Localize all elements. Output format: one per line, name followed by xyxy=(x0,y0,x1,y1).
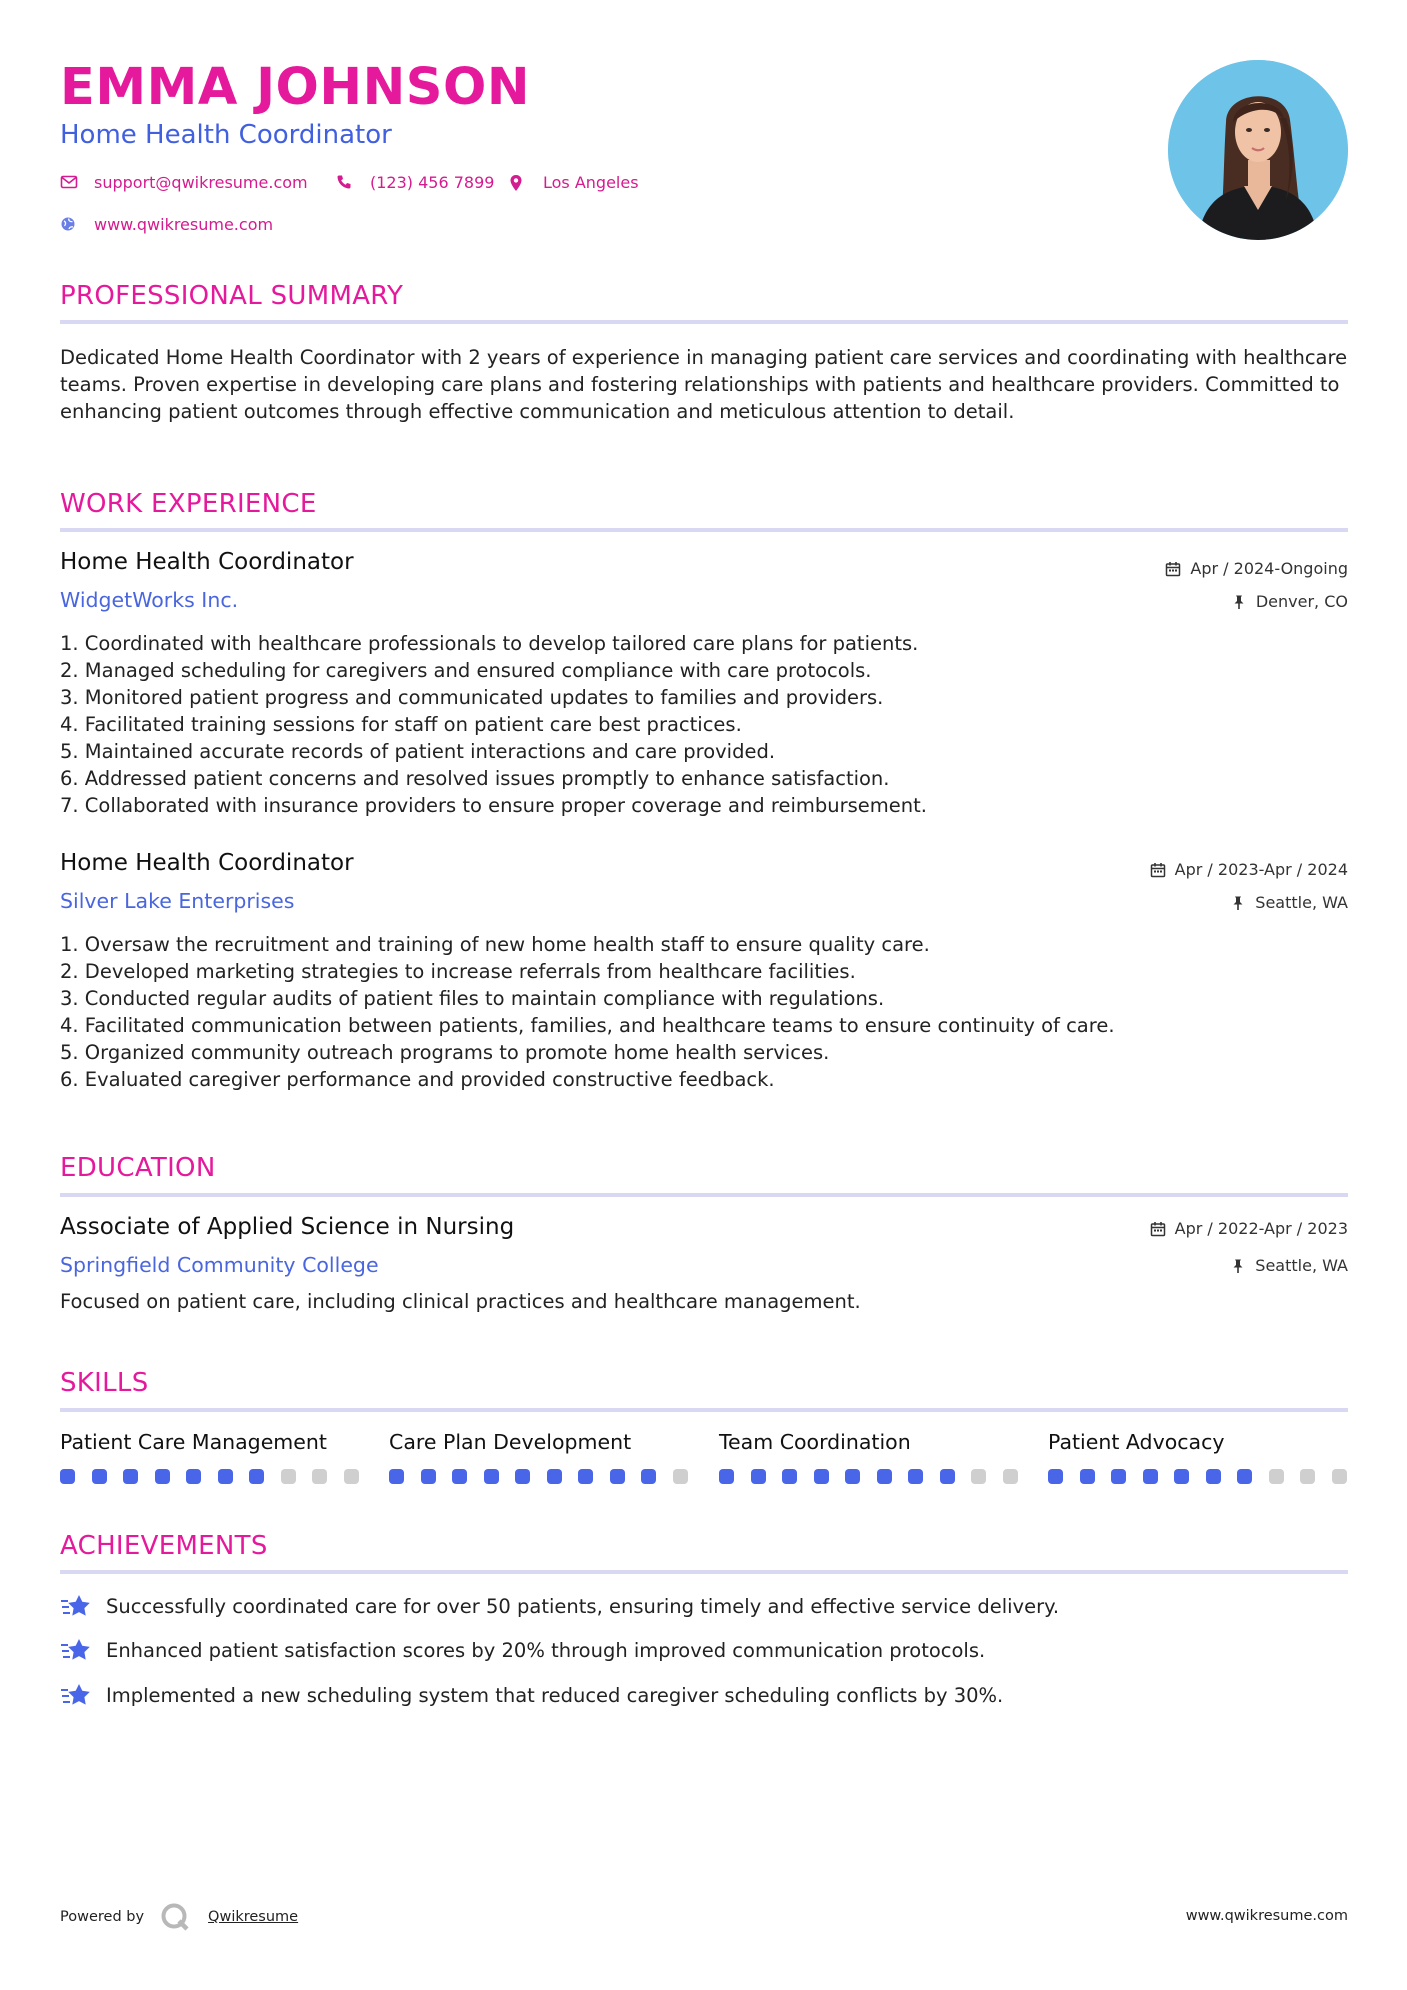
education-location-text: Seattle, WA xyxy=(1255,1256,1348,1275)
skill-dot-filled xyxy=(782,1469,797,1484)
skill-dot-filled xyxy=(908,1469,923,1484)
list-item: 5. Organized community outreach programs to promote home health services. xyxy=(60,1041,830,1064)
skill-dot-filled xyxy=(1048,1469,1063,1484)
skill-dot-filled xyxy=(610,1469,625,1484)
skill-dot-filled xyxy=(218,1469,233,1484)
skill-dot-filled xyxy=(484,1469,499,1484)
skill-rating xyxy=(719,1469,1034,1484)
list-item: 6. Evaluated caregiver performance and provided constructive feedback. xyxy=(60,1068,775,1091)
skill-dot-filled xyxy=(547,1469,562,1484)
email-contact[interactable] xyxy=(60,173,308,192)
skill-dot-filled xyxy=(155,1469,170,1484)
list-item: 4. Facilitated communication between patients, families, and healthcare teams to ensure continuity of care. xyxy=(60,1014,1115,1037)
job-dates-text: Apr / 2024-Ongoing xyxy=(1190,559,1348,578)
skill-rating xyxy=(60,1469,375,1484)
list-item: 1. Coordinated with healthcare professionals to develop tailored care plans for patients. xyxy=(60,632,919,655)
location-text: Los Angeles xyxy=(543,173,639,192)
skill-dot-filled xyxy=(60,1469,75,1484)
skill-name: Team Coordination xyxy=(719,1430,911,1454)
brand-link[interactable]: Qwikresume xyxy=(208,1909,299,1925)
skill-dot-filled xyxy=(515,1469,530,1484)
achievement-text: Enhanced patient satisfaction scores by 20% through improved communication protocols. xyxy=(106,1638,986,1662)
list-item: 2. Developed marketing strategies to increase referrals from healthcare facilities. xyxy=(60,960,856,983)
skill-dot-empty xyxy=(281,1469,296,1484)
skill-dot-empty xyxy=(971,1469,986,1484)
skill-dot-filled xyxy=(421,1469,436,1484)
skill-dot-filled xyxy=(1080,1469,1095,1484)
skill-name: Patient Advocacy xyxy=(1048,1430,1225,1454)
experience-heading: WORK EXPERIENCE xyxy=(60,489,317,519)
calendar-icon xyxy=(1150,1221,1166,1237)
skill-dot-filled xyxy=(1206,1469,1221,1484)
achievements-heading: ACHIEVEMENTS xyxy=(60,1531,268,1561)
education-description: Focused on patient care, including clinical practices and healthcare management. xyxy=(60,1290,861,1313)
location-contact xyxy=(509,173,639,192)
pushpin-icon xyxy=(1230,895,1246,911)
candidate-title: Home Health Coordinator xyxy=(60,120,392,150)
phone-icon xyxy=(336,174,358,192)
skill-dot-empty xyxy=(1003,1469,1018,1484)
calendar-icon xyxy=(1150,862,1166,878)
summary-text: Dedicated Home Health Coordinator with 2 years of experience in managing patient care services and coordinating with healthcare teams. Proven expertise in developing care plans and fostering relationships with patients and healthcare providers. Committed to enhancing patient outcomes through effective communication and meticulous attention to detail. xyxy=(60,346,1348,423)
skill-dot-filled xyxy=(1143,1469,1158,1484)
map-pin-icon xyxy=(509,174,531,192)
skill-dot-filled xyxy=(845,1469,860,1484)
list-item: 5. Maintained accurate records of patient interactions and care provided. xyxy=(60,740,776,763)
summary-heading: PROFESSIONAL SUMMARY xyxy=(60,281,404,311)
job-location xyxy=(1230,893,1348,912)
section-divider xyxy=(60,1193,1348,1197)
education-heading: EDUCATION xyxy=(60,1153,216,1183)
skill-dot-filled xyxy=(249,1469,264,1484)
skill-dot-filled xyxy=(1111,1469,1126,1484)
skill-dot-filled xyxy=(751,1469,766,1484)
pushpin-icon xyxy=(1231,594,1247,610)
mail-icon xyxy=(60,174,82,192)
achievement-item xyxy=(60,1636,985,1664)
job-role: Home Health Coordinator xyxy=(60,850,354,876)
job-dates xyxy=(1150,860,1348,879)
job-bullets xyxy=(60,931,1350,1093)
skill-dot-filled xyxy=(940,1469,955,1484)
skill-dot-empty xyxy=(344,1469,359,1484)
job-bullets xyxy=(60,630,1350,819)
email-text: support@qwikresume.com xyxy=(94,173,308,192)
calendar-icon xyxy=(1165,561,1181,577)
job-location xyxy=(1231,592,1348,611)
skill-rating xyxy=(389,1469,704,1484)
job-dates-text: Apr / 2023-Apr / 2024 xyxy=(1174,860,1348,879)
skill-rating xyxy=(1048,1469,1363,1484)
star-icon xyxy=(60,1681,92,1709)
job-location-text: Seattle, WA xyxy=(1255,893,1348,912)
list-item: 4. Facilitated training sessions for staff on patient care best practices. xyxy=(60,713,742,736)
website-text: www.qwikresume.com xyxy=(94,215,274,234)
skill-dot-empty xyxy=(673,1469,688,1484)
skill-dot-filled xyxy=(578,1469,593,1484)
footer-url[interactable]: www.qwikresume.com xyxy=(1185,1908,1348,1924)
degree-title: Associate of Applied Science in Nursing xyxy=(60,1214,515,1240)
list-item: 2. Managed scheduling for caregivers and ensured compliance with care protocols. xyxy=(60,659,872,682)
skill-dot-empty xyxy=(312,1469,327,1484)
skill-name: Care Plan Development xyxy=(389,1430,632,1454)
job-location-text: Denver, CO xyxy=(1255,592,1348,611)
list-item: 3. Conducted regular audits of patient files to maintain compliance with regulations. xyxy=(60,987,885,1010)
skill-name: Patient Care Management xyxy=(60,1430,327,1454)
candidate-name: EMMA JOHNSON xyxy=(60,58,531,117)
list-item: 6. Addressed patient concerns and resolved issues promptly to enhance satisfaction. xyxy=(60,767,890,790)
section-divider xyxy=(60,320,1348,324)
website-contact[interactable] xyxy=(60,215,273,234)
education-dates xyxy=(1150,1219,1348,1238)
skill-dot-filled xyxy=(877,1469,892,1484)
school-name: Springfield Community College xyxy=(60,1253,379,1277)
job-company: WidgetWorks Inc. xyxy=(60,588,239,612)
profile-photo xyxy=(1168,60,1348,240)
powered-by-label: Powered by xyxy=(60,1909,145,1925)
skill-dot-filled xyxy=(92,1469,107,1484)
skill-dot-empty xyxy=(1300,1469,1315,1484)
skill-dot-filled xyxy=(186,1469,201,1484)
skill-dot-filled xyxy=(814,1469,829,1484)
section-divider xyxy=(60,1570,1348,1574)
achievement-text: Implemented a new scheduling system that reduced caregiver scheduling conflicts by 30%. xyxy=(106,1683,1004,1707)
phone-text: (123) 456 7899 xyxy=(370,173,495,192)
skill-dot-empty xyxy=(1332,1469,1347,1484)
star-icon xyxy=(60,1592,92,1620)
pushpin-icon xyxy=(1230,1258,1246,1274)
section-divider xyxy=(60,1408,1348,1412)
achievement-text: Successfully coordinated care for over 50 patients, ensuring timely and effective service delivery. xyxy=(106,1594,1060,1618)
skills-heading: SKILLS xyxy=(60,1368,149,1398)
skill-dot-empty xyxy=(1269,1469,1284,1484)
skill-dot-filled xyxy=(452,1469,467,1484)
skill-dot-filled xyxy=(123,1469,138,1484)
skill-dot-filled xyxy=(1174,1469,1189,1484)
footer-powered-by xyxy=(60,1902,298,1932)
education-dates-text: Apr / 2022-Apr / 2023 xyxy=(1174,1219,1348,1238)
job-dates xyxy=(1165,559,1348,578)
job-company: Silver Lake Enterprises xyxy=(60,889,295,913)
achievement-item xyxy=(60,1681,1003,1709)
qwikresume-logo xyxy=(160,1902,190,1932)
list-item: 7. Collaborated with insurance providers to ensure proper coverage and reimbursement. xyxy=(60,794,927,817)
globe-icon xyxy=(60,216,82,234)
phone-contact[interactable] xyxy=(336,173,494,192)
list-item: 1. Oversaw the recruitment and training of new home health staff to ensure quality care. xyxy=(60,933,930,956)
skill-dot-filled xyxy=(641,1469,656,1484)
skill-dot-filled xyxy=(719,1469,734,1484)
list-item: 3. Monitored patient progress and communicated updates to families and providers. xyxy=(60,686,884,709)
achievement-item xyxy=(60,1592,1059,1620)
skill-dot-filled xyxy=(389,1469,404,1484)
job-role: Home Health Coordinator xyxy=(60,549,354,575)
section-divider xyxy=(60,528,1348,532)
skill-dot-filled xyxy=(1237,1469,1252,1484)
education-location xyxy=(1230,1256,1348,1275)
star-icon xyxy=(60,1636,92,1664)
